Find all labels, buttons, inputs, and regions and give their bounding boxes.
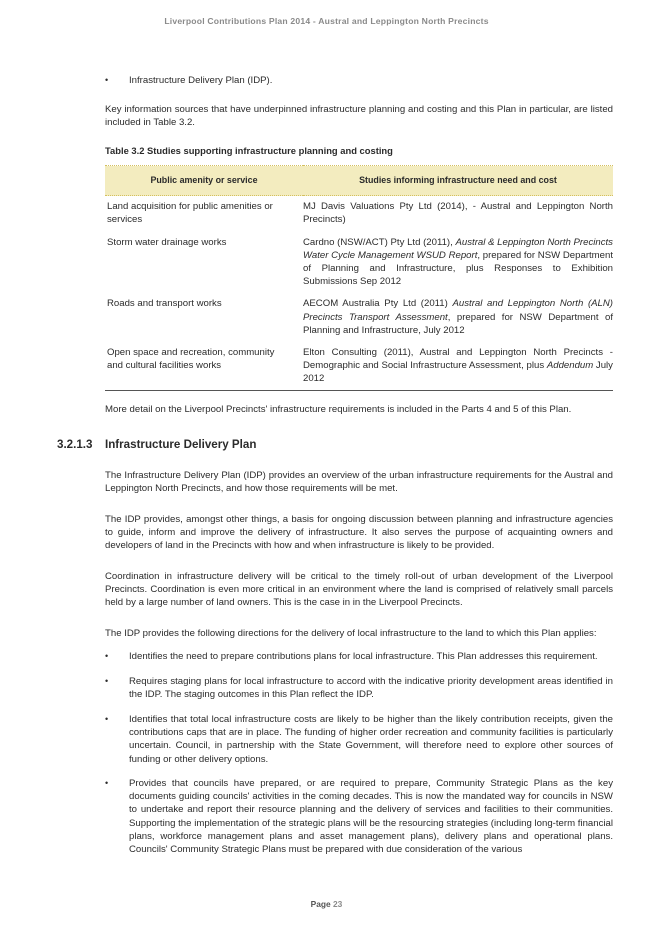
study-title: Austral & Leppington North Precincts Water Cycle Management WSUD Report [303, 236, 613, 261]
study-text: Elton Consulting (2011), Austral and Leppington North Precincts - Demographic and Social Infrastructure Assessment, plus [303, 347, 613, 372]
section-paragraph: The Infrastructure Delivery Plan (IDP) provides an overview of the urban infrastructure requirements for the Austral and Leppington North Precincts, and how those requirements will be met. [105, 470, 613, 495]
bullet-glyph: • [105, 676, 109, 686]
list-item [105, 713, 613, 766]
section-number: 3.2.1.3 [57, 438, 93, 451]
page-footer [0, 899, 653, 909]
table-note: More detail on the Liverpool Precincts' infrastructure requirements is included in the Parts 4 and 5 of this Plan. [105, 404, 572, 415]
study-cell [303, 196, 613, 236]
intro-bullet [105, 74, 613, 87]
table-caption: Table 3.2 Studies supporting infrastructure planning and costing [105, 145, 393, 156]
table-row [105, 236, 613, 298]
study-text: MJ Davis Valuations Pty Ltd (2014), - Austral and Leppington North Precincts) [303, 201, 613, 226]
section-heading: Infrastructure Delivery Plan [105, 438, 257, 451]
list-item-text: Requires staging plans for local infrastructure to accord with the indicative priority development areas identified in the IDP. The staging outcomes in this Plan reflect the IDP. [129, 676, 613, 701]
section-paragraph: Coordination in infrastructure delivery will be critical to the timely roll-out of urban development of the Liverpool Precincts. Coordination is even more critical in an environment where the land is comprised of relatively small parcels held by a large number of land owners. This is the case in in the Liverpool Precincts. [105, 571, 613, 609]
table-row [105, 297, 613, 346]
bullet-glyph: • [105, 778, 109, 788]
list-item-text: Identifies that total local infrastructure costs are likely to be higher than the likely contribution receipts, given the contributions caps that are in place. The funding of higher order recreation and community facilities is particularly uncertain. Council, in partnership with the State Government, will therefore need to explore other sources of funding or other delivery options. [129, 714, 613, 765]
study-text: AECOM Australia Pty Ltd (2011) [303, 298, 453, 310]
study-cell [303, 346, 613, 390]
column-header-service: Public amenity or service [105, 166, 303, 196]
list-item-text: Provides that councils have prepared, or are required to prepare, Community Strategic Plans as the key documents guiding councils' activities in the coming decades. This is now the mandated way for councils in NSW to undertake and report their resource planning and the delivery of services and facilities to their communities. Supporting the implementation of the strategic plans will be the resourcing strategies (including long-term financial plans, workforce management plans and asset management plans), delivery plans and operational plans. Councils' Community Strategic Plans must be prepared with due consideration of the various [129, 778, 613, 856]
bullet-glyph: • [105, 714, 109, 724]
running-header: Liverpool Contributions Plan 2014 - Austral and Leppington North Precincts [164, 16, 489, 26]
intro-paragraph: Key information sources that have underpinned infrastructure planning and costing and this Plan in particular, are listed included in Table 3.2. [105, 104, 613, 129]
table-header-row [105, 166, 613, 196]
study-text: Cardno (NSW/ACT) Pty Ltd (2011), [303, 236, 456, 248]
list-item [105, 777, 613, 856]
table-row [105, 346, 613, 390]
studies-table [105, 165, 613, 391]
study-text-after: , prepared for NSW Department of Planning and Infrastructure, July 2012 [303, 311, 613, 336]
service-cell: Land acquisition for public amenities or services [107, 201, 273, 226]
study-cell [303, 236, 613, 298]
table-row [105, 196, 613, 236]
list-item-text: Identifies the need to prepare contributions plans for local infrastructure. This Plan addresses this requirement. [129, 651, 598, 662]
study-text-after: July 2012 [303, 360, 613, 385]
study-title: Austral and Leppington North (ALN) Precincts Transport Assessment [303, 298, 613, 323]
study-cell [303, 297, 613, 346]
service-cell: Roads and transport works [107, 298, 222, 310]
intro-bullet-text: Infrastructure Delivery Plan (IDP). [129, 75, 273, 86]
page-label: Page [310, 899, 331, 909]
study-title: Addendum [546, 360, 594, 372]
study-text-after: , prepared for NSW Department of Planning and Infrastructure, plus Responses to Exhibition Submissions Sep 2012 [303, 249, 614, 288]
bullet-glyph: • [105, 651, 109, 661]
list-item [105, 650, 613, 663]
section-paragraph: The IDP provides the following directions for the delivery of local infrastructure to the land to which this Plan applies: [105, 628, 597, 639]
bullet-glyph: • [105, 75, 109, 85]
column-header-studies: Studies informing infrastructure need and cost [303, 166, 613, 196]
list-item [105, 675, 613, 701]
service-cell: Storm water drainage works [107, 236, 227, 248]
page-number: 23 [333, 899, 343, 909]
service-cell: Open space and recreation, community and cultural facilities works [105, 346, 303, 390]
section-paragraph: The IDP provides, amongst other things, a basis for ongoing discussion between planning and infrastructure agencies to guide, inform and improve the delivery of infrastructure. It also serves the purpose of acquainting owners and developers of land in the Precincts with how and when infrastructure is likely to be provided. [105, 514, 613, 552]
